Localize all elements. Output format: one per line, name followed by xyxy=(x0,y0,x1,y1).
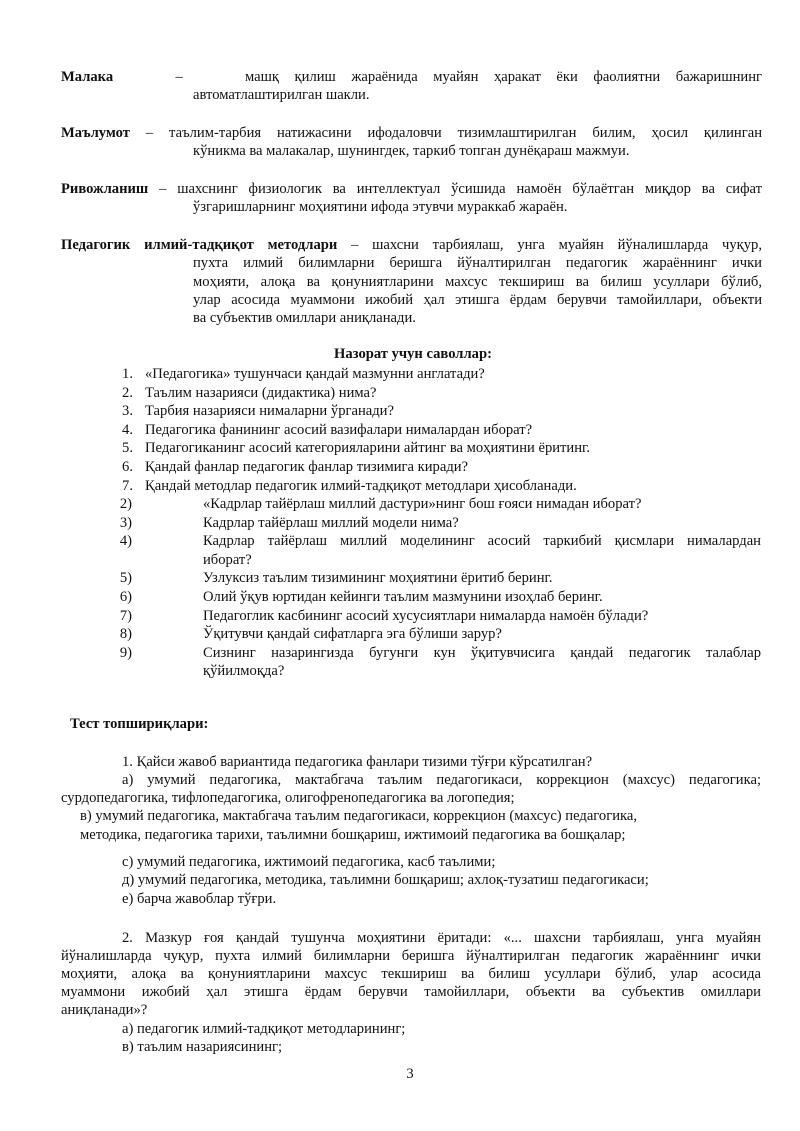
test-answer-b: в) таълим назариясининг; xyxy=(122,1039,283,1055)
test-question-2-continuation: аниқланади»? xyxy=(61,1002,148,1018)
page-number: 3 xyxy=(406,1066,414,1082)
list-item: Ўқитувчи қандай сифатларга эга бўлиши зарур? xyxy=(203,626,502,643)
list-item: Кадрлар тайёрлаш миллий модели нима? xyxy=(203,514,459,531)
test-question-2-continuation: моҳияти, алоқа ва қонуниятларини махсус текшириш ва билиш усуллари бўлиб, улар асосида xyxy=(61,966,761,982)
definition-term: Педагогик илмий-тадқиқот методлари xyxy=(61,237,338,253)
definition-malaka xyxy=(61,68,762,105)
definition-first-line: Малака – машқ қилиш жараёнида муайян ҳаракат ёки фаолиятни бажаришнинг xyxy=(61,69,763,85)
definition-continuation: пухта илмий билимларни беришга йўналтирилган педагогик жараённинг ички моҳияти, алоқа ва қонуниятларини махсус текшириш ва билиш усуллари бўлиб, улар асосида муаммони ижобий ҳал этишга ёрдам берувчи тамойиллари, объекти ва субъектив омиллари аниқланади. xyxy=(193,255,762,327)
definition-term: Малака xyxy=(61,69,114,85)
test-answer-a: а) педагогик илмий-тадқиқот методларининг; xyxy=(122,1021,406,1037)
test-question-2-continuation: йўналишларда чуқур, пухта илмий билимларни беришга йўналтирилган педагогик жараённинг ички xyxy=(61,948,761,964)
definition-rivojlanish xyxy=(61,180,762,217)
list-item: Узлуксиз таълим тизимининг моҳиятини ёритиб беринг. xyxy=(203,570,553,587)
test-answer-a: а) умумий педагогика, мактабгача таълим педагогикаси, коррекцион (махсус) педагогика; xyxy=(122,772,761,788)
test-answer-d: д) умумий педагогика, методика, таълимни бошқариш; ахлоқ-тузатиш педагогикаси; xyxy=(122,872,649,888)
list-item: Олий ўқув юртидан кейинги таълим мазмунини изоҳлаб беринг. xyxy=(203,589,603,605)
definition-first-line: Маълумот – таълим-тарбия натижасини ифодаловчи тизимлаштирилган билим, ҳосил қилинган xyxy=(61,125,763,141)
list-item: Кадрлар тайёрлаш миллий моделининг асосий таркибий қисмлари нималардан xyxy=(203,533,761,550)
list-item: Педагогиканинг асосий категорияларини айтинг ва моҳиятини ёритинг. xyxy=(145,440,591,457)
list-item: Тарбия назарияси нималарни ўрганади? xyxy=(145,403,394,420)
definition-pedagogik-methods xyxy=(61,236,762,327)
test-question-2: 2. Мазкур ғоя қандай тушунча моҳиятини ёритади: «... шахсни тарбиялаш, унга муайян xyxy=(122,930,761,946)
definition-continuation: ўзгаришларнинг моҳиятини ифода этувчи мураккаб жараён. xyxy=(193,199,568,216)
questions-title: Назорат учун саволлар: xyxy=(334,346,492,362)
list-item: Педагогика фанининг асосий вазифалари нималардан иборат? xyxy=(145,421,533,438)
list-item-continuation: қўйилмоқда? xyxy=(203,663,285,680)
list-item: Қандай фанлар педагогик фанлар тизимига киради? xyxy=(145,459,469,475)
test-answer-b: в) умумий педагогика, мактабгача таълим педагогикаси, коррекцион (махсус) педагогика, xyxy=(80,808,638,824)
list-item: «Педагогика» тушунчаси қандай мазмунни англатади? xyxy=(145,366,485,382)
questions-list-b: 2) «Кадрлар тайёрлаш миллий дастури»нинг бош ғояси нимадан иборат? 3) Кадрлар тайёрлаш миллий модели нима? 4) Кадрлар тайёрлаш миллий моделининг асосий таркибий қисмлари нималардан иборат? 5) Узлуксиз таълим тизимининг моҳиятини ёритиб беринг. 6) Олий ўқув юртидан кейинги таълим мазмунини изоҳлаб беринг. 7) Педагоглик касбининг асосий хусусиятлари нималарда намоён бўлади? 8) Ўқитувчи қандай сифатларга эга бўлиши зарур? 9) Сизнинг назарингизда бугунги кун ўқитувчисига қандай педагогик талаблар қўйилмоқда? xyxy=(119,496,761,680)
test-answer-c: с) умумий педагогика, ижтимоий педагогика, касб таълими; xyxy=(122,854,496,870)
test-answer-a-continuation: сурдопедагогика, тифлопедагогика, олигофренопедагогика ва логопедия; xyxy=(61,790,515,806)
test-answer-e: е) барча жавоблар тўғри. xyxy=(122,891,277,907)
definition-first-line: Ривожланиш – шахснинг физиологик ва интеллектуал ўсишида намоён бўлаётган миқдор ва сифат xyxy=(61,181,762,197)
list-item: Сизнинг назарингизда бугунги кун ўқитувчисига қандай педагогик талаблар xyxy=(203,644,761,661)
list-item-continuation: иборат? xyxy=(203,551,252,568)
list-item: Таълим назарияси (дидактика) нима? xyxy=(145,384,377,401)
definition-term: Ривожланиш xyxy=(61,181,149,197)
definition-continuation: автоматлаштирилган шакли. xyxy=(193,87,370,104)
questions-list-a: 1. «Педагогика» тушунчаси қандай мазмунни англатади? 2. Таълим назарияси (дидактика) нима? 3. Тарбия назарияси нималарни ўрганади? 4. Педагогика фанининг асосий вазифалари нималардан иборат? 5. Педагогиканинг асосий категорияларини айтинг ва моҳиятини ёритинг. 6. Қандай фанлар педагогик фанлар тизимига киради? 7. Қандай методлар педагогик илмий-тадқиқот методлари ҳисобланади. xyxy=(122,366,591,494)
list-item: Педагоглик касбининг асосий хусусиятлари нималарда намоён бўлади? xyxy=(203,607,649,624)
definition-first-line: Педагогик илмий-тадқиқот методлари – шахсни тарбиялаш, унга муайян йўналишларда чуқур, xyxy=(61,237,762,253)
list-item: «Кадрлар тайёрлаш миллий дастури»нинг бош ғояси нимадан иборат? xyxy=(203,496,642,512)
definition-continuation: кўникма ва малакалар, шунингдек, таркиб топган дунёқараш мажмуи. xyxy=(193,143,630,160)
test-question-2-continuation: муаммони ижобий ҳал этишга ёрдам берувчи тамойиллари, объекти ва субъектив омиллари xyxy=(61,984,761,1000)
list-item: Қандай методлар педагогик илмий-тадқиқот методлари ҳисобланади. xyxy=(145,477,577,494)
test-answer-b-continuation: методика, педагогика тарихи, таълимни бошқариш, ижтимоий педагогика ва бошқалар; xyxy=(80,827,626,843)
definition-malumot xyxy=(61,124,762,161)
test-title: Тест топшириқлари: xyxy=(70,716,209,732)
definition-term: Маълумот xyxy=(61,125,130,141)
test-question-1: 1. Қайси жавоб вариантида педагогика фанлари тизими тўғри кўрсатилган? xyxy=(122,754,593,770)
